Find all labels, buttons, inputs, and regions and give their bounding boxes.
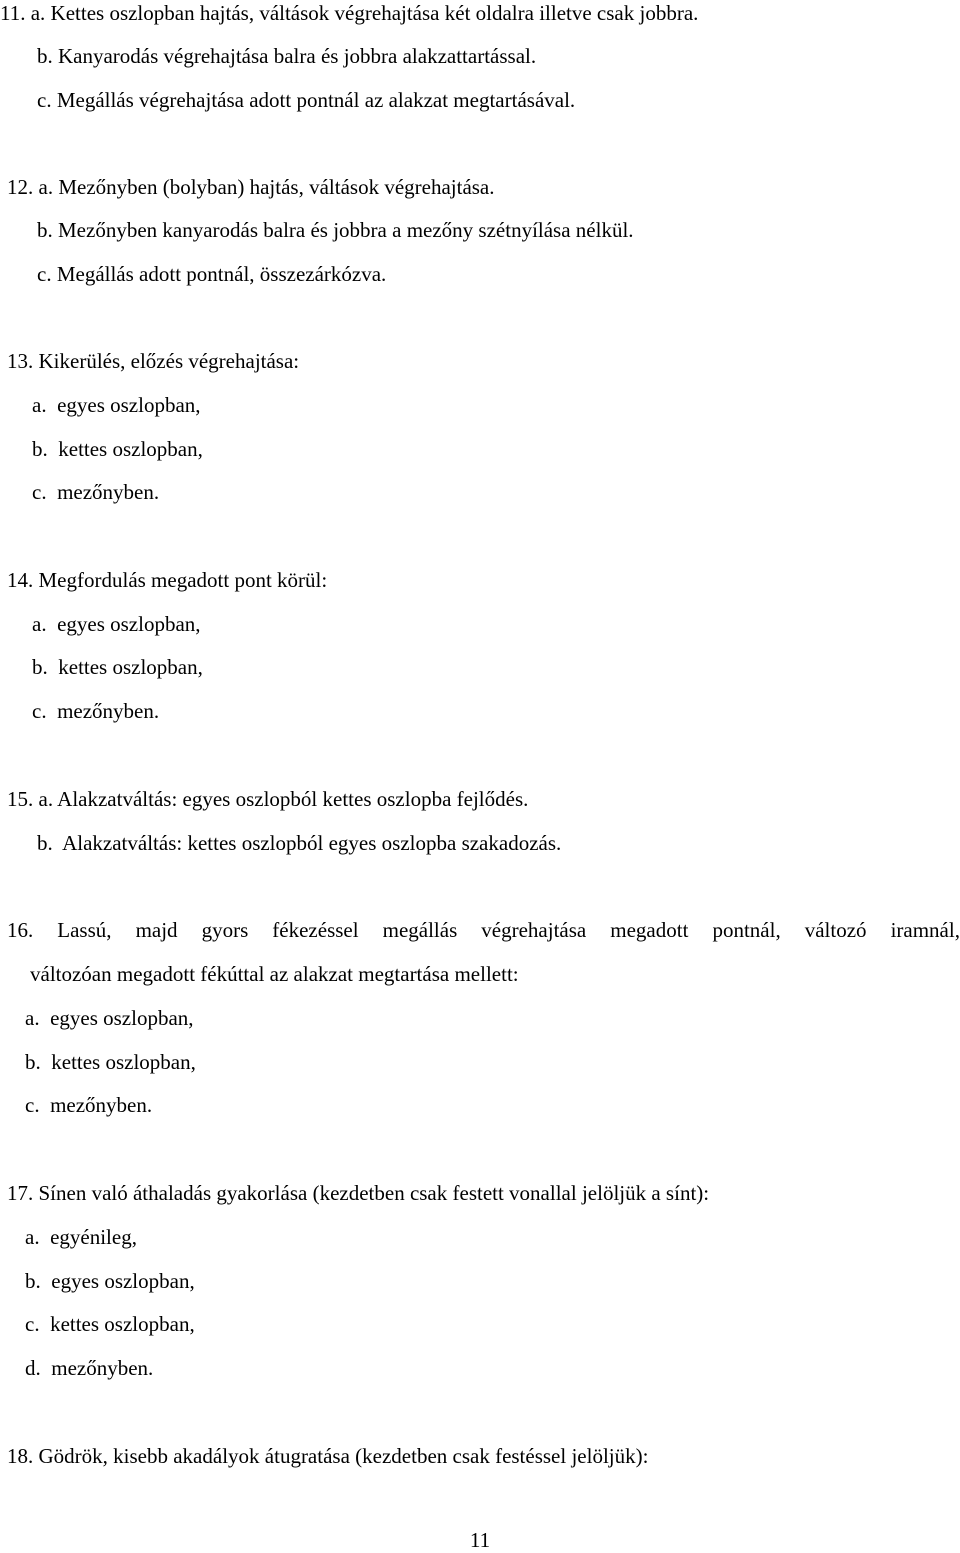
- item-16-word: Lassú,: [57, 918, 112, 942]
- item-16-word: pontnál,: [712, 918, 781, 942]
- item-16-word: megállás: [382, 918, 458, 942]
- item-13c: c. mezőnyben.: [32, 480, 160, 504]
- item-16-word: 16.: [7, 918, 34, 942]
- item-16-word: megadott: [610, 918, 689, 942]
- item-13a: a. egyes oszlopban,: [32, 393, 201, 417]
- item-16-word: majd: [135, 918, 178, 942]
- item-16b: b. kettes oszlopban,: [25, 1050, 196, 1074]
- item-16-word: fékezéssel: [272, 918, 359, 942]
- item-16-heading: [7, 917, 960, 943]
- item-16-word: iramnál,: [890, 918, 960, 942]
- item-11b: b. Kanyarodás végrehajtása balra és jobbra alakzattartással.: [37, 44, 537, 68]
- item-15b: b. Alakzatváltás: kettes oszlopból egyes oszlopba szakadozás.: [37, 831, 562, 855]
- item-16-word: változó: [804, 918, 867, 942]
- item-12a: 12. a. Mezőnyben (bolyban) hajtás, váltások végrehajtása.: [7, 175, 495, 199]
- item-17d: d. mezőnyben.: [25, 1356, 154, 1380]
- item-12b: b. Mezőnyben kanyarodás balra és jobbra a mezőny szétnyílása nélkül.: [37, 218, 634, 242]
- item-17c: c. kettes oszlopban,: [25, 1312, 195, 1336]
- item-12c: c. Megállás adott pontnál, összezárkózva.: [37, 262, 387, 286]
- item-17b: b. egyes oszlopban,: [25, 1269, 195, 1293]
- item-14b: b. kettes oszlopban,: [32, 655, 203, 679]
- page-number: 11: [469, 1528, 491, 1552]
- item-17a: a. egyénileg,: [25, 1225, 137, 1249]
- item-18-heading: 18. Gödrök, kisebb akadályok átugratása (kezdetben csak festéssel jelöljük):: [7, 1444, 649, 1468]
- item-16c: c. mezőnyben.: [25, 1093, 153, 1117]
- item-14-heading: 14. Megfordulás megadott pont körül:: [7, 568, 328, 592]
- item-11a: 11. a. Kettes oszlopban hajtás, váltások végrehajtása két oldalra illetve csak jobbra.: [0, 1, 699, 25]
- item-11c: c. Megállás végrehajtása adott pontnál az alakzat megtartásával.: [37, 88, 576, 112]
- item-17-heading: 17. Sínen való áthaladás gyakorlása (kezdetben csak festett vonallal jelöljük a sínt):: [7, 1181, 710, 1205]
- item-16-heading-cont: változóan megadott fékúttal az alakzat megtartása mellett:: [30, 962, 519, 986]
- item-13b: b. kettes oszlopban,: [32, 437, 203, 461]
- item-16a: a. egyes oszlopban,: [25, 1006, 194, 1030]
- item-13-heading: 13. Kikerülés, előzés végrehajtása:: [7, 349, 300, 373]
- item-16-word: gyors: [201, 918, 249, 942]
- item-16-word: végrehajtása: [481, 918, 587, 942]
- item-14c: c. mezőnyben.: [32, 699, 160, 723]
- item-15a: 15. a. Alakzatváltás: egyes oszlopból kettes oszlopba fejlődés.: [7, 787, 529, 811]
- item-14a: a. egyes oszlopban,: [32, 612, 201, 636]
